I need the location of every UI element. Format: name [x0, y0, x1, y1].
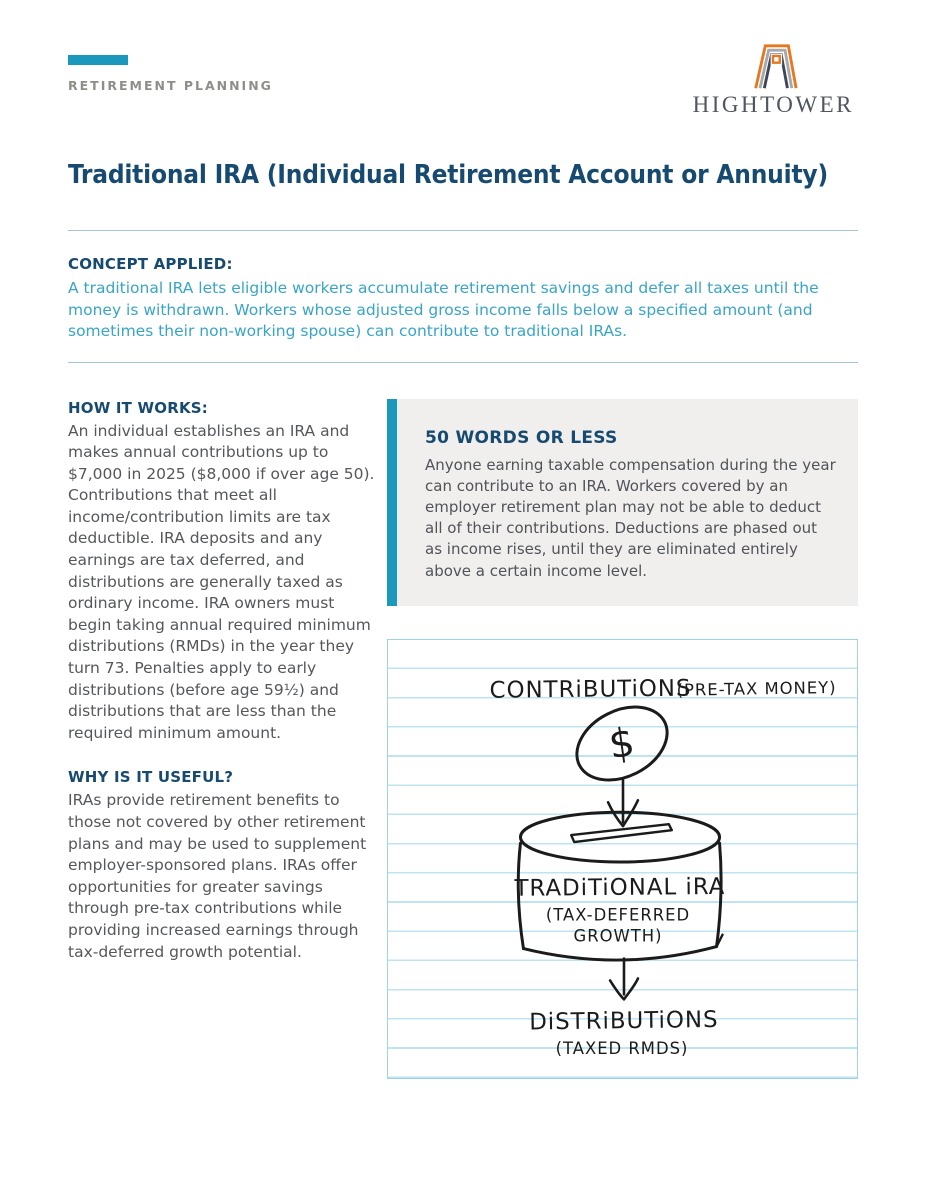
fifty-words-callout — [387, 399, 858, 606]
how-it-works-body: An individual establishes an IRA and makes annual contributions up to $7,000 in 2025 ($8,000 if over age 50). Contributions that meet all income/contribution limits are tax deductible. IRA deposits and any earnings are tax deferred, and distributions are generally taxed as ordinary income. IRA owners must begin taking annual required minimum distributions (RMDs) in the year they turn 73. Penalties apply to early distributions (before age 59½) and distributions that are less than the required minimum amount. — [68, 421, 375, 742]
concept-heading: CONCEPT APPLIED: — [68, 255, 233, 273]
concept-body: A traditional IRA lets eligible workers accumulate retirement savings and defer all taxes until the money is withdrawn. Workers whose adjusted gross income falls below a specified amount (and sometimes their non-working spouse) can contribute to traditional IRAs. — [68, 279, 819, 340]
arrow-down-icon — [610, 958, 638, 999]
fifty-words-heading: 50 WORDS OR LESS — [425, 427, 618, 448]
callout-accent-bar — [387, 399, 397, 606]
divider — [68, 230, 858, 231]
hightower-logo-icon — [745, 42, 801, 92]
distributions-label: DiSTRiBUTiONS — [529, 1006, 719, 1036]
header — [68, 42, 858, 118]
brand-logo — [693, 42, 858, 118]
bank-label: TRADiTiONAL iRA — [514, 873, 726, 902]
arrow-down-icon — [608, 779, 638, 826]
left-column — [68, 399, 380, 1079]
notebook-diagram — [387, 639, 858, 1079]
divider — [68, 362, 858, 363]
why-useful-body: IRAs provide retirement benefits to those not covered by other retirement plans and may be used to supplement employer-sponsored plans. IRAs offer opportunities for greater savings through pre-tax contributions while providing increased earnings through tax-deferred growth potential. — [68, 791, 367, 961]
concept-section — [68, 255, 858, 343]
why-useful-heading: WHY IS IT USEFUL? — [68, 768, 234, 787]
accent-bar — [68, 55, 128, 65]
distributions-note: (TAXED RMDS) — [555, 1038, 689, 1058]
bank-note-line2: GROWTH) — [573, 926, 663, 946]
contributions-note: (PRE-TAX MONEY) — [676, 677, 837, 700]
how-it-works-heading: HOW IT WORKS: — [68, 398, 208, 417]
dollar-sign: $ — [606, 718, 639, 769]
category-label: RETIREMENT PLANNING — [68, 78, 273, 93]
contributions-label: CONTRiBUTiONS — [489, 675, 692, 704]
fifty-words-body: Anyone earning taxable compensation during the year can contribute to an IRA. Workers covered by an employer retirement plan may not be able to deduct all of their contributions. Deductions are phased out as income rises, until they are eliminated entirely above a certain income level. — [425, 455, 836, 580]
bank-note-line1: (TAX-DEFERRED — [545, 905, 691, 925]
main-columns — [68, 399, 858, 1079]
right-column — [387, 399, 858, 1079]
eyebrow-block — [68, 42, 273, 93]
brand-name: HIGHTOWER — [692, 92, 854, 117]
ira-flow-sketch — [388, 640, 857, 1078]
page-title: Traditional IRA (Individual Retirement Account or Annuity) — [68, 160, 828, 190]
callout-content — [397, 399, 858, 606]
